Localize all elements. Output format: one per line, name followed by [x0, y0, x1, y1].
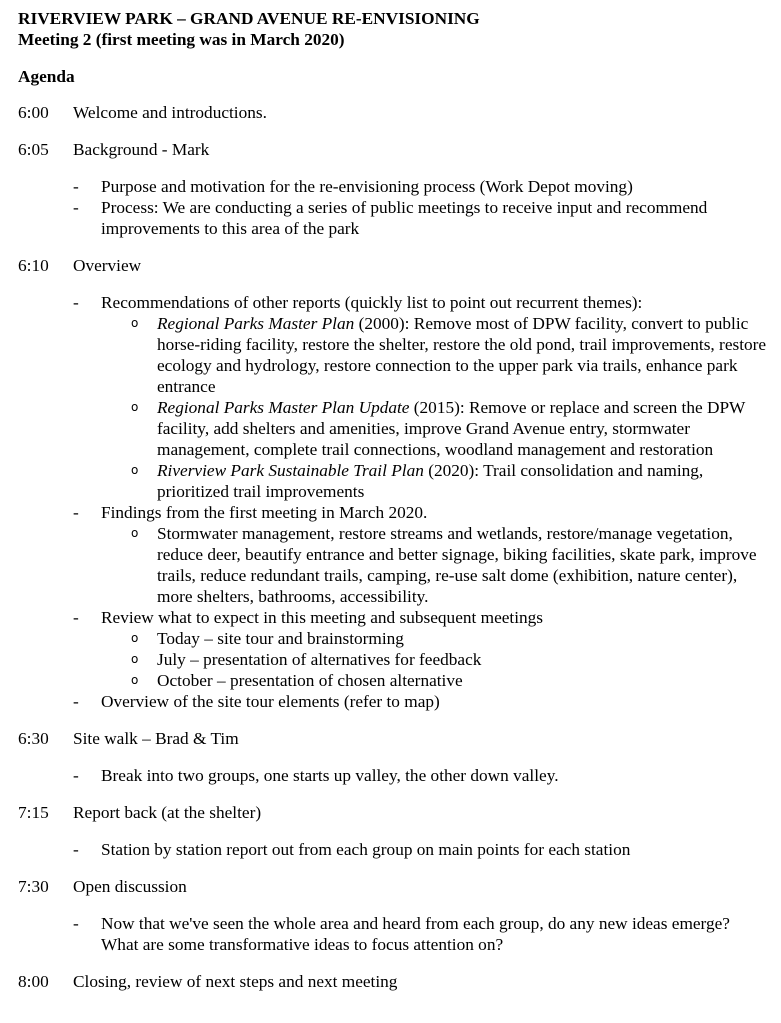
dash-bullet-icon: -: [73, 692, 79, 711]
circle-bullet-icon: o: [131, 673, 139, 687]
sub-bullet-text: (2020): Trail consolidation and naming, prioritized trail improvements: [157, 461, 704, 501]
sub-bullet-item: [101, 460, 768, 502]
agenda-time: 8:00: [18, 972, 49, 991]
agenda-topic-block: [73, 102, 768, 123]
bullet-item: [73, 691, 768, 712]
bullet-text: Now that we've seen the whole area and heard from each group, do any new ideas emerge? What are some transformative ideas to focus attention on?: [101, 914, 730, 954]
bullet-item: [73, 176, 768, 197]
dash-bullet-icon: -: [73, 766, 79, 785]
bullet-item: [73, 502, 768, 607]
circle-bullet-icon: o: [131, 316, 139, 330]
bullet-list: [73, 913, 768, 955]
agenda-item: [18, 728, 768, 786]
bullet-item: [73, 839, 768, 860]
sub-bullet-text: July – presentation of alternatives for feedback: [157, 650, 482, 669]
agenda-topic: Closing, review of next steps and next meeting: [73, 972, 398, 991]
bullet-text: Purpose and motivation for the re-envisioning process (Work Depot moving): [101, 177, 633, 196]
agenda-item: [18, 802, 768, 860]
document-subtitle: Meeting 2 (first meeting was in March 2020): [18, 30, 345, 49]
agenda-topic: Open discussion: [73, 877, 187, 896]
agenda-item: [18, 971, 768, 992]
agenda-topic: Report back (at the shelter): [73, 803, 262, 822]
agenda-topic-block: [73, 971, 768, 992]
agenda-topic: Overview: [73, 256, 142, 275]
dash-bullet-icon: -: [73, 177, 79, 196]
agenda-topic-block: [73, 139, 768, 239]
agenda-item: [18, 876, 768, 955]
circle-bullet-icon: o: [131, 652, 139, 666]
agenda-time: 6:05: [18, 140, 49, 159]
agenda-time: 7:30: [18, 877, 49, 896]
agenda-time: 7:15: [18, 803, 49, 822]
sub-bullet-item: [101, 523, 768, 607]
sub-bullet-item: [101, 628, 768, 649]
bullet-list: [73, 292, 768, 712]
document-title: RIVERVIEW PARK – GRAND AVENUE RE-ENVISIONING: [18, 9, 480, 28]
sub-bullet-text: Stormwater management, restore streams and wetlands, restore/manage vegetation, reduce deer, beautify entrance and better signage, biking facilities, skate park, improve trails, reduce redundant trails, camping, re-use salt dome (exhibition, nature center), more shelters, bathrooms, accessibility.: [157, 524, 757, 606]
bullet-text: Break into two groups, one starts up valley, the other down valley.: [101, 766, 559, 785]
dash-bullet-icon: -: [73, 503, 79, 522]
dash-bullet-icon: -: [73, 198, 79, 217]
document-page: [18, 8, 768, 1008]
sub-bullet-item: [101, 670, 768, 691]
agenda-topic: Welcome and introductions.: [73, 103, 267, 122]
agenda-topic-block: [73, 255, 768, 712]
bullet-text: Recommendations of other reports (quickly list to point out recurrent themes):: [101, 293, 643, 312]
bullet-text: Station by station report out from each group on main points for each station: [101, 840, 631, 859]
report-title: Regional Parks Master Plan Update: [157, 398, 410, 417]
report-title: Riverview Park Sustainable Trail Plan: [157, 461, 424, 480]
sub-bullet-item: [101, 649, 768, 670]
circle-bullet-icon: o: [131, 631, 139, 645]
circle-bullet-icon: o: [131, 463, 139, 477]
circle-bullet-icon: o: [131, 526, 139, 540]
bullet-item: [73, 607, 768, 691]
agenda-heading: Agenda: [18, 67, 75, 86]
agenda-topic: Site walk – Brad & Tim: [73, 729, 239, 748]
agenda-item: [18, 139, 768, 239]
agenda-topic-block: [73, 802, 768, 860]
agenda-topic: Background - Mark: [73, 140, 210, 159]
sub-bullet-text: (2015): Remove or replace and screen the DPW facility, add shelters and amenities, improve Grand Avenue entry, stormwater management, complete trail connections, woodland management and restoration: [157, 398, 746, 459]
sub-bullet-text: October – presentation of chosen alternative: [157, 671, 463, 690]
bullet-text: Review what to expect in this meeting and subsequent meetings: [101, 608, 544, 627]
agenda-time: 6:00: [18, 103, 49, 122]
dash-bullet-icon: -: [73, 914, 79, 933]
agenda-item: [18, 102, 768, 123]
dash-bullet-icon: -: [73, 840, 79, 859]
sub-bullet-item: [101, 313, 768, 397]
bullet-text: Process: We are conducting a series of public meetings to receive input and recommend improvements to this area of the park: [101, 198, 708, 238]
sub-bullet-item: [101, 397, 768, 460]
agenda-topic-block: [73, 876, 768, 955]
agenda-topic-block: [73, 728, 768, 786]
sub-bullet-text: (2000): Remove most of DPW facility, convert to public horse-riding facility, restore the shelter, restore the old pond, trail improvements, restore ecology and hydrology, restore connection to the upper park via trails, enhance park entrance: [157, 314, 767, 396]
dash-bullet-icon: -: [73, 293, 79, 312]
agenda-time: 6:10: [18, 256, 49, 275]
bullet-list: [73, 765, 768, 786]
dash-bullet-icon: -: [73, 608, 79, 627]
bullet-text: Findings from the first meeting in March 2020.: [101, 503, 428, 522]
bullet-text: Overview of the site tour elements (refer to map): [101, 692, 440, 711]
sub-bullet-text: Today – site tour and brainstorming: [157, 629, 404, 648]
agenda-list: [18, 102, 768, 992]
agenda-time: 6:30: [18, 729, 49, 748]
sub-bullet-list: [101, 628, 768, 691]
bullet-item: [73, 913, 768, 955]
bullet-list: [73, 839, 768, 860]
circle-bullet-icon: o: [131, 400, 139, 414]
bullet-item: [73, 292, 768, 502]
bullet-item: [73, 197, 768, 239]
bullet-list: [73, 176, 768, 239]
report-title: Regional Parks Master Plan: [157, 314, 355, 333]
sub-bullet-list: [101, 313, 768, 502]
sub-bullet-list: [101, 523, 768, 607]
agenda-item: [18, 255, 768, 712]
bullet-item: [73, 765, 768, 786]
